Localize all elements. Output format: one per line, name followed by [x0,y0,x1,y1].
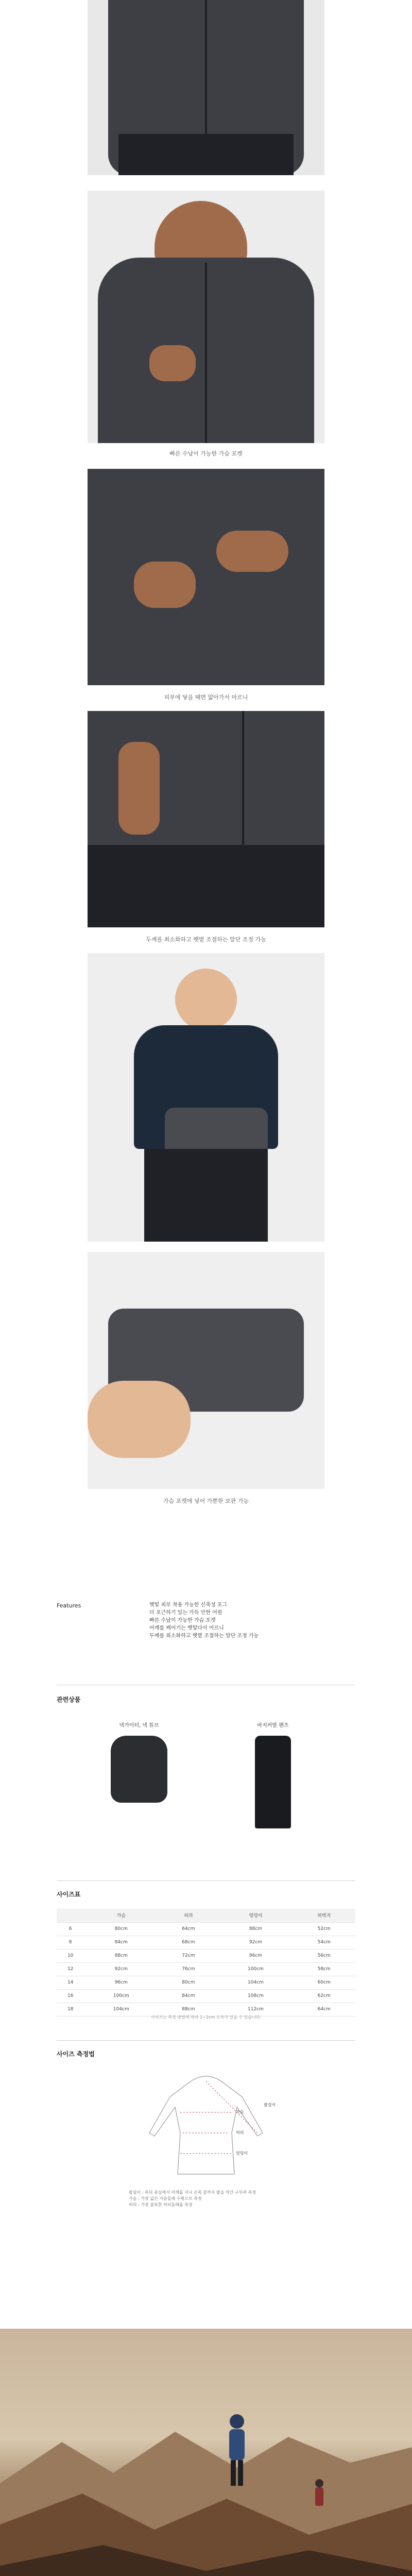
size-table [57,1909,355,2016]
feature-line: 어깨를 케어기는 햇빛다이 어르니 [149,1625,224,1631]
related-product-name: 넥가이터, 넥 튜브 [119,1723,159,1728]
related-product-1[interactable] [93,1721,185,1803]
size-note: 사이즈는 측정 방법에 따라 1~2cm 오차가 있을 수 있습니다. [150,2015,262,2020]
caption-3: 두께를 최소화하고 햇볕 조절하는 알단 조정 가능 [146,936,266,943]
features-label: Features [57,1602,81,1609]
measure-note: 허리 : 가장 잘록한 허리둘레를 측정 [129,2202,193,2207]
divider [57,1880,355,1881]
related-title: 관련상품 [57,1696,81,1703]
product-photo-5 [0,948,412,1247]
feature-line: 두께를 최소화하고 햇볕 조절하는 알단 조정 가능 [149,1633,259,1639]
product-photo-1 [0,0,412,185]
product-photo-6 [0,1247,412,1515]
measure-label-chest: 가슴 [236,2110,244,2114]
table-row: 16 100cm 84cm 108cm 62cm [57,1989,355,2003]
table-row: 6 80cm 64cm 88cm 52cm [57,1922,355,1936]
feature-line: 더 포근하기 있는 가득 안한 어원 [149,1610,222,1616]
product-photo-4 [0,706,412,948]
related-product-2[interactable] [227,1721,319,1828]
mountain-hero [0,2329,412,2576]
caption-2: 피부에 닿을 때면 얇아가서 마르니 [164,694,248,701]
measure-note: 팔길이 : 목뒤 중심에서 어깨를 지나 손목 끝까지 팔을 약간 구부려 측정 [129,2190,256,2195]
table-header-row: 가슴 허리 엉덩이 허벅지 [57,1909,355,1922]
measure-label-hip: 엉덩이 [236,2151,248,2156]
divider [57,2040,355,2041]
caption-1: 빠른 수납이 가능한 가슴 포켓 [169,450,243,457]
table-row: 12 92cm 76cm 100cm 58cm [57,1962,355,1976]
body-diagram [129,2071,283,2184]
measure-label-arm: 팔길이 [264,2103,276,2107]
product-photo-3 [0,464,412,706]
measure-label-waist: 허리 [236,2130,244,2135]
measure-note: 가슴 : 가장 넓은 가슴둘레 수평으로 측정 [129,2196,202,2201]
measure-title: 사이즈 측정법 [57,2050,95,2058]
neck-gaiter-image [111,1736,167,1803]
feature-line: 빠른 수납이 가능한 가슴 포켓 [149,1618,216,1623]
table-row: 10 88cm 72cm 96cm 56cm [57,1949,355,1962]
pants-image [255,1736,291,1828]
feature-line: 햇빛 피부 착용 가능한 신축성 포그 [149,1602,228,1608]
table-row: 8 84cm 68cm 92cm 54cm [57,1936,355,1949]
size-chart-title: 사이즈표 [57,1891,81,1898]
table-row: 14 96cm 80cm 104cm 60cm [57,1976,355,1989]
table-row: 18 104cm 88cm 112cm 64cm [57,2003,355,2016]
related-product-name: 바지커발 팬츠 [257,1723,289,1728]
caption-4: 가슴 포켓에 넣어 가뿐한 보관 가능 [163,1498,249,1504]
product-photo-2 [0,185,412,464]
